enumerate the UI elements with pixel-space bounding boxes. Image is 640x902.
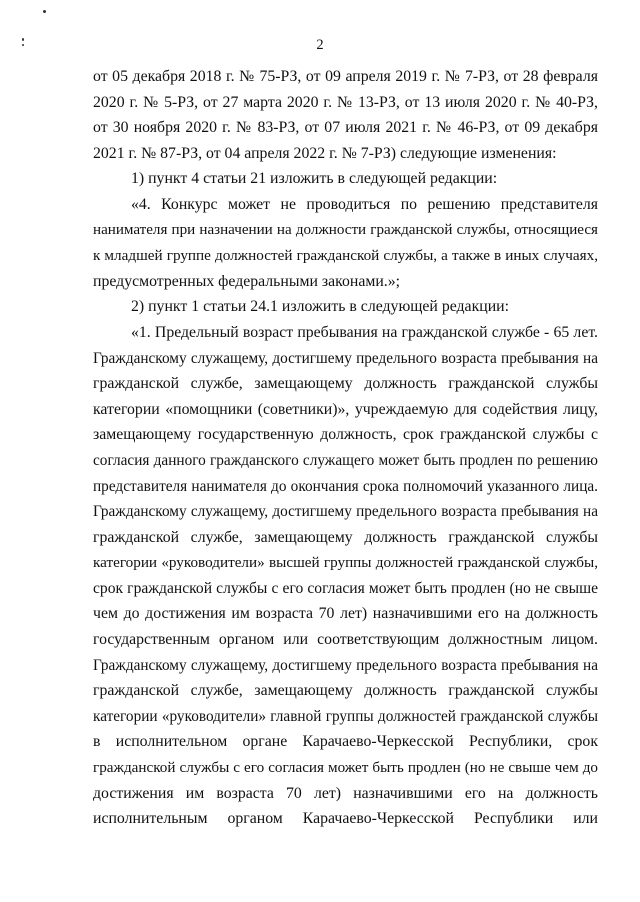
quote-line: представителя нанимателя до окончания срока полномочий указанного лица.: [93, 477, 598, 495]
list-item-1: 1) пункт 4 статьи 21 изложить в следующей редакции:: [131, 170, 498, 188]
list-item-2: 2) пункт 1 статьи 24.1 изложить в следующей редакции:: [131, 298, 509, 316]
quote-line: категории «помощники (советники)», учреждаемую для содействия лицу,: [93, 400, 598, 418]
quote-line: государственным органом или соответствующим должностным лицом.: [93, 631, 598, 649]
quote-line: категории «руководители» главной группы должностей гражданской службы: [93, 707, 598, 725]
text-line: 2021 г. № 87-РЗ, от 04 апреля 2022 г. № 7-РЗ) следующие изменения:: [93, 144, 557, 162]
quote-line: к младшей группе должностей гражданской службы, а также в иных случаях,: [93, 247, 598, 265]
quote-line: Гражданскому служащему, достигшему предельного возраста пребывания на: [93, 349, 598, 367]
scan-speck: [43, 10, 46, 13]
quote-line: гражданской службе, замещающему должность гражданской службы: [93, 528, 598, 546]
quote-line: в исполнительном органе Карачаево-Черкесской Республики, срок: [93, 733, 598, 751]
quote-line: чем до достижения им возраста 70 лет) назначившими его на должность: [93, 605, 598, 623]
quote-line: гражданской службе, замещающему должность гражданской службы: [93, 375, 598, 393]
quote-line: гражданской службе, замещающему должность гражданской службы: [93, 682, 598, 700]
quote-line: «4. Конкурс может не проводиться по решению представителя: [131, 195, 598, 213]
quote-line: категории «руководители» высшей группы должностей гражданской службы,: [93, 554, 598, 572]
quote-line: «1. Предельный возраст пребывания на гражданской службе - 65 лет.: [131, 323, 598, 341]
quote-line: предусмотренных федеральными законами.»;: [93, 272, 401, 290]
quote-line: исполнительным органом Карачаево-Черкесской Республики или: [93, 810, 598, 828]
quote-line: гражданской службы с его согласия может быть продлен (но не свыше чем до: [93, 759, 598, 777]
quote-line: достижения им возраста 70 лет) назначившими его на должность: [93, 784, 598, 802]
quote-line: Гражданскому служащему, достигшему предельного возраста пребывания на: [93, 656, 598, 674]
text-line: от 05 декабря 2018 г. № 75-РЗ, от 09 апреля 2019 г. № 7-РЗ, от 28 февраля: [93, 68, 598, 85]
text-line: 2020 г. № 5-РЗ, от 27 марта 2020 г. № 13-РЗ, от 13 июля 2020 г. № 40-РЗ,: [93, 93, 598, 111]
quote-line: нанимателя при назначении на должности гражданской службы, относящиеся: [93, 221, 598, 238]
quote-line: согласия данного гражданского служащего может быть продлен по решению: [93, 451, 598, 469]
quote-line: Гражданскому служащему, достигшему предельного возраста пребывания на: [93, 503, 598, 521]
text-line: от 30 ноября 2020 г. № 83-РЗ, от 07 июля 2021 г. № 46-РЗ, от 09 декабря: [93, 119, 598, 137]
page-number: 2: [316, 37, 324, 53]
document-body: [93, 64, 598, 832]
quote-line: срок гражданской службы с его согласия может быть продлен (но не свыше: [93, 579, 598, 597]
quote-line: замещающему государственную должность, срок гражданской службы с: [93, 426, 598, 444]
